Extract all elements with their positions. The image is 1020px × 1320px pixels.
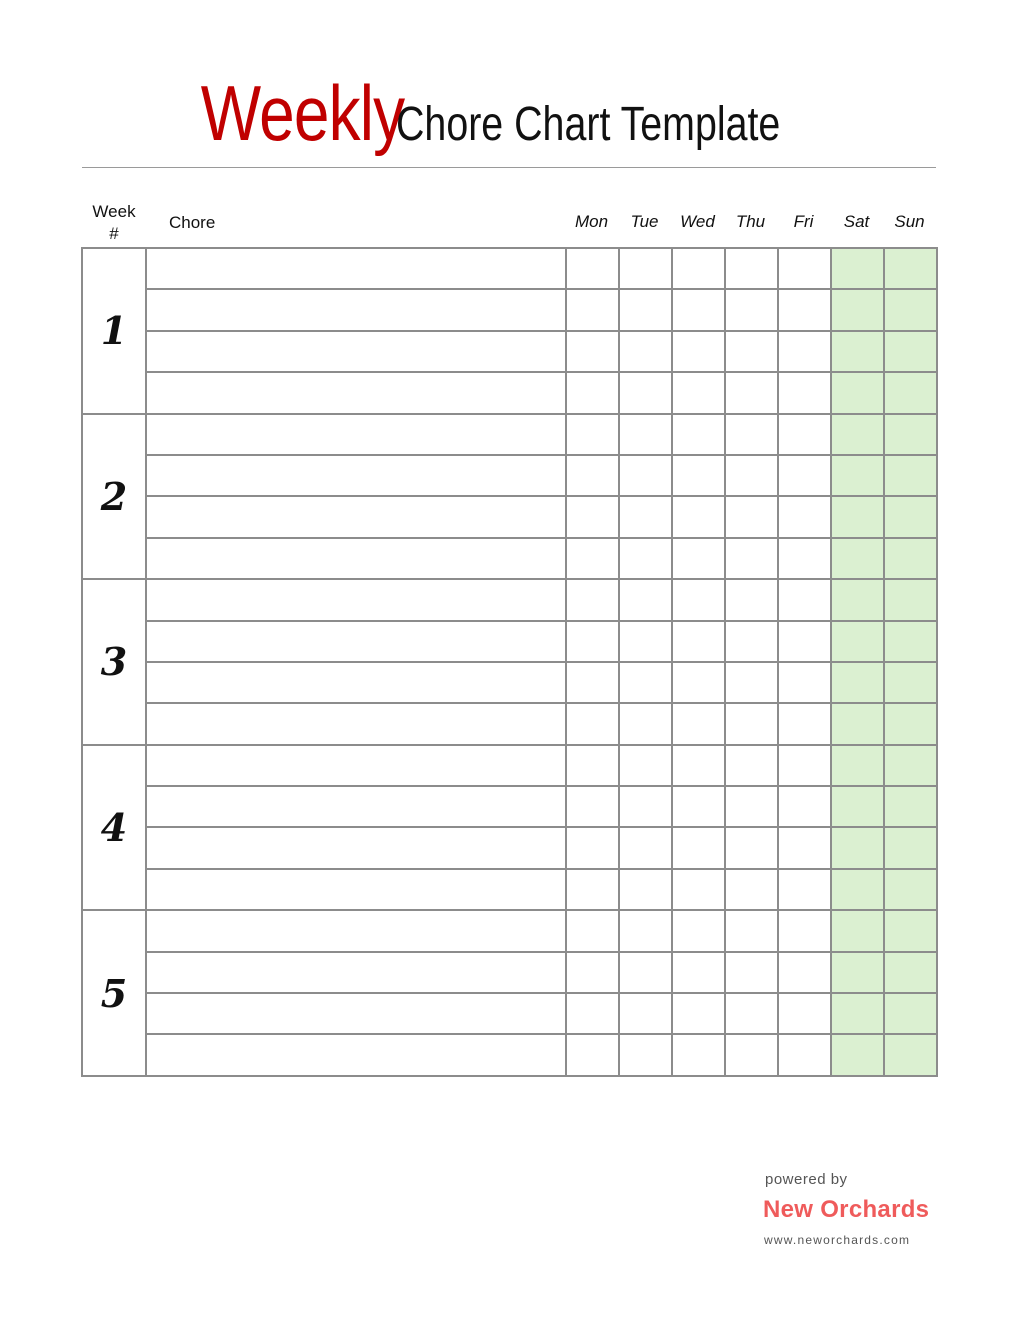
week-number-cell: 1 <box>82 248 146 414</box>
day-check-cell-fri[interactable] <box>778 786 831 827</box>
day-check-cell-mon[interactable] <box>566 289 619 330</box>
day-check-cell-tue[interactable] <box>619 496 672 537</box>
week-number-cell: 4 <box>82 745 146 911</box>
day-check-cell-fri[interactable] <box>778 745 831 786</box>
day-check-cell-thu[interactable] <box>725 289 778 330</box>
day-check-cell-tue[interactable] <box>619 455 672 496</box>
day-check-cell-sat[interactable] <box>831 786 884 827</box>
day-check-cell-tue[interactable] <box>619 248 672 289</box>
day-check-cell-tue[interactable] <box>619 414 672 455</box>
day-check-cell-thu[interactable] <box>725 786 778 827</box>
title-rest: Chore Chart Template <box>395 98 781 151</box>
day-check-cell-fri[interactable] <box>778 827 831 868</box>
day-header-tue: Tue <box>630 212 659 231</box>
brand-logo: New Orchards <box>763 1196 930 1223</box>
day-check-cell-fri[interactable] <box>778 621 831 662</box>
chore-entry-cell[interactable] <box>146 869 566 910</box>
chore-entry-cell[interactable] <box>146 372 566 413</box>
day-check-cell-tue[interactable] <box>619 869 672 910</box>
day-check-cell-sat[interactable] <box>831 621 884 662</box>
day-check-cell-sat[interactable] <box>831 248 884 289</box>
day-check-cell-sat[interactable] <box>831 703 884 744</box>
day-check-cell-mon[interactable] <box>566 538 619 579</box>
day-check-cell-sun[interactable] <box>884 786 937 827</box>
day-check-cell-sat[interactable] <box>831 993 884 1034</box>
day-check-cell-wed[interactable] <box>672 455 725 496</box>
day-check-cell-sun[interactable] <box>884 496 937 537</box>
day-check-cell-fri[interactable] <box>778 910 831 951</box>
day-check-cell-thu[interactable] <box>725 703 778 744</box>
chore-row <box>82 703 937 744</box>
day-check-cell-thu[interactable] <box>725 952 778 993</box>
chore-entry-cell[interactable] <box>146 248 566 289</box>
day-check-cell-mon[interactable] <box>566 455 619 496</box>
powered-by-text: powered by <box>765 1171 848 1188</box>
day-check-cell-wed[interactable] <box>672 952 725 993</box>
day-check-cell-sat[interactable] <box>831 662 884 703</box>
day-check-cell-thu[interactable] <box>725 538 778 579</box>
day-check-cell-wed[interactable] <box>672 372 725 413</box>
chore-entry-cell[interactable] <box>146 414 566 455</box>
chore-row <box>82 579 937 620</box>
day-check-cell-sat[interactable] <box>831 745 884 786</box>
day-check-cell-mon[interactable] <box>566 621 619 662</box>
day-check-cell-wed[interactable] <box>672 248 725 289</box>
chore-row <box>82 869 937 910</box>
day-check-cell-sun[interactable] <box>884 662 937 703</box>
day-check-cell-mon[interactable] <box>566 331 619 372</box>
day-check-cell-fri[interactable] <box>778 496 831 537</box>
day-check-cell-wed[interactable] <box>672 538 725 579</box>
day-check-cell-thu[interactable] <box>725 745 778 786</box>
day-check-cell-mon[interactable] <box>566 496 619 537</box>
day-check-cell-fri[interactable] <box>778 952 831 993</box>
day-check-cell-thu[interactable] <box>725 662 778 703</box>
day-check-cell-thu[interactable] <box>725 248 778 289</box>
day-check-cell-sun[interactable] <box>884 952 937 993</box>
day-check-cell-sun[interactable] <box>884 372 937 413</box>
day-check-cell-thu[interactable] <box>725 1034 778 1075</box>
day-check-cell-wed[interactable] <box>672 621 725 662</box>
chore-row <box>82 993 937 1034</box>
chore-entry-cell[interactable] <box>146 621 566 662</box>
day-check-cell-tue[interactable] <box>619 993 672 1034</box>
day-check-cell-sat[interactable] <box>831 952 884 993</box>
chore-entry-cell[interactable] <box>146 579 566 620</box>
week-header-label: Week <box>92 202 136 221</box>
chore-row <box>82 331 937 372</box>
day-check-cell-sun[interactable] <box>884 703 937 744</box>
day-check-cell-sat[interactable] <box>831 496 884 537</box>
day-check-cell-mon[interactable] <box>566 952 619 993</box>
day-check-cell-wed[interactable] <box>672 745 725 786</box>
chore-entry-cell[interactable] <box>146 827 566 868</box>
day-check-cell-sat[interactable] <box>831 372 884 413</box>
day-check-cell-thu[interactable] <box>725 910 778 951</box>
week-header-symbol: # <box>109 224 119 243</box>
day-check-cell-tue[interactable] <box>619 827 672 868</box>
day-check-cell-sun[interactable] <box>884 869 937 910</box>
day-check-cell-thu[interactable] <box>725 621 778 662</box>
day-check-cell-wed[interactable] <box>672 331 725 372</box>
week-number-cell: 5 <box>82 910 146 1076</box>
day-check-cell-fri[interactable] <box>778 993 831 1034</box>
day-check-cell-fri[interactable] <box>778 869 831 910</box>
day-check-cell-sun[interactable] <box>884 414 937 455</box>
day-check-cell-mon[interactable] <box>566 993 619 1034</box>
day-check-cell-tue[interactable] <box>619 1034 672 1075</box>
day-header-sat: Sat <box>843 212 870 231</box>
day-header-thu: Thu <box>735 212 766 231</box>
day-check-cell-fri[interactable] <box>778 538 831 579</box>
page-title <box>0 68 1020 159</box>
day-check-cell-wed[interactable] <box>672 579 725 620</box>
day-check-cell-tue[interactable] <box>619 662 672 703</box>
chore-row <box>82 372 937 413</box>
day-check-cell-thu[interactable] <box>725 455 778 496</box>
day-header-mon: Mon <box>574 212 609 231</box>
day-check-cell-fri[interactable] <box>778 579 831 620</box>
chore-entry-cell[interactable] <box>146 786 566 827</box>
chore-entry-cell[interactable] <box>146 496 566 537</box>
day-check-cell-tue[interactable] <box>619 289 672 330</box>
day-check-cell-tue[interactable] <box>619 331 672 372</box>
chore-entry-cell[interactable] <box>146 1034 566 1075</box>
day-check-cell-sun[interactable] <box>884 331 937 372</box>
day-check-cell-wed[interactable] <box>672 414 725 455</box>
day-check-cell-sun[interactable] <box>884 289 937 330</box>
chore-entry-cell[interactable] <box>146 331 566 372</box>
week-number-cell: 3 <box>82 579 146 745</box>
day-check-cell-sat[interactable] <box>831 289 884 330</box>
day-header-fri: Fri <box>793 212 814 231</box>
chore-row <box>82 496 937 537</box>
chore-entry-cell[interactable] <box>146 289 566 330</box>
day-check-cell-sat[interactable] <box>831 331 884 372</box>
chore-row <box>82 538 937 579</box>
chore-row <box>82 910 937 951</box>
chore-row <box>82 1034 937 1075</box>
day-check-cell-fri[interactable] <box>778 414 831 455</box>
day-check-cell-wed[interactable] <box>672 910 725 951</box>
chore-entry-cell[interactable] <box>146 455 566 496</box>
day-check-cell-mon[interactable] <box>566 662 619 703</box>
day-check-cell-thu[interactable] <box>725 869 778 910</box>
chore-row <box>82 621 937 662</box>
day-check-cell-wed[interactable] <box>672 289 725 330</box>
day-check-cell-tue[interactable] <box>619 621 672 662</box>
day-check-cell-tue[interactable] <box>619 952 672 993</box>
day-check-cell-tue[interactable] <box>619 703 672 744</box>
day-check-cell-thu[interactable] <box>725 331 778 372</box>
day-check-cell-wed[interactable] <box>672 869 725 910</box>
day-check-cell-sat[interactable] <box>831 538 884 579</box>
day-check-cell-sun[interactable] <box>884 248 937 289</box>
day-check-cell-wed[interactable] <box>672 662 725 703</box>
day-check-cell-mon[interactable] <box>566 579 619 620</box>
day-check-cell-mon[interactable] <box>566 1034 619 1075</box>
chore-row <box>82 248 937 289</box>
day-check-cell-fri[interactable] <box>778 455 831 496</box>
day-check-cell-mon[interactable] <box>566 745 619 786</box>
chore-row <box>82 662 937 703</box>
day-check-cell-wed[interactable] <box>672 496 725 537</box>
day-check-cell-wed[interactable] <box>672 703 725 744</box>
chore-row <box>82 455 937 496</box>
chore-entry-cell[interactable] <box>146 952 566 993</box>
day-check-cell-wed[interactable] <box>672 827 725 868</box>
day-check-cell-sun[interactable] <box>884 579 937 620</box>
day-check-cell-thu[interactable] <box>725 827 778 868</box>
day-check-cell-mon[interactable] <box>566 414 619 455</box>
day-check-cell-wed[interactable] <box>672 1034 725 1075</box>
day-check-cell-mon[interactable] <box>566 910 619 951</box>
chore-row <box>82 289 937 330</box>
day-check-cell-fri[interactable] <box>778 1034 831 1075</box>
week-number-cell: 2 <box>82 414 146 580</box>
week-column-header <box>86 201 142 245</box>
day-check-cell-thu[interactable] <box>725 496 778 537</box>
day-check-cell-thu[interactable] <box>725 579 778 620</box>
day-check-cell-sun[interactable] <box>884 621 937 662</box>
day-check-cell-sun[interactable] <box>884 1034 937 1075</box>
day-check-cell-fri[interactable] <box>778 372 831 413</box>
day-check-cell-tue[interactable] <box>619 372 672 413</box>
day-check-cell-tue[interactable] <box>619 538 672 579</box>
day-check-cell-mon[interactable] <box>566 869 619 910</box>
brand-url: www.neworchards.com <box>764 1233 911 1247</box>
chore-entry-cell[interactable] <box>146 703 566 744</box>
chore-row <box>82 786 937 827</box>
day-check-cell-sun[interactable] <box>884 538 937 579</box>
chore-row <box>82 827 937 868</box>
chore-entry-cell[interactable] <box>146 662 566 703</box>
day-check-cell-mon[interactable] <box>566 372 619 413</box>
day-check-cell-sat[interactable] <box>831 1034 884 1075</box>
chore-entry-cell[interactable] <box>146 910 566 951</box>
day-check-cell-tue[interactable] <box>619 786 672 827</box>
day-check-cell-sun[interactable] <box>884 745 937 786</box>
day-check-cell-fri[interactable] <box>778 289 831 330</box>
day-check-cell-thu[interactable] <box>725 993 778 1034</box>
chore-row <box>82 952 937 993</box>
chore-column-header: Chore <box>169 213 216 232</box>
day-check-cell-thu[interactable] <box>725 414 778 455</box>
day-check-cell-tue[interactable] <box>619 745 672 786</box>
title-weekly: Weekly <box>200 69 404 157</box>
day-check-cell-sat[interactable] <box>831 910 884 951</box>
day-check-cell-mon[interactable] <box>566 786 619 827</box>
day-check-cell-mon[interactable] <box>566 827 619 868</box>
chore-entry-cell[interactable] <box>146 745 566 786</box>
day-header-wed: Wed <box>680 212 715 231</box>
day-check-cell-wed[interactable] <box>672 993 725 1034</box>
day-check-cell-thu[interactable] <box>725 372 778 413</box>
chore-entry-cell[interactable] <box>146 538 566 579</box>
chore-grid <box>81 247 938 1077</box>
day-check-cell-tue[interactable] <box>619 910 672 951</box>
day-check-cell-fri[interactable] <box>778 331 831 372</box>
day-check-cell-mon[interactable] <box>566 248 619 289</box>
day-check-cell-sat[interactable] <box>831 869 884 910</box>
day-header-sun: Sun <box>894 212 925 231</box>
day-check-cell-fri[interactable] <box>778 662 831 703</box>
chore-grid-body <box>82 248 937 1076</box>
day-check-cell-tue[interactable] <box>619 579 672 620</box>
chore-row <box>82 745 937 786</box>
day-check-cell-fri[interactable] <box>778 248 831 289</box>
day-check-cell-sat[interactable] <box>831 579 884 620</box>
chore-entry-cell[interactable] <box>146 993 566 1034</box>
day-check-cell-sat[interactable] <box>831 827 884 868</box>
day-check-cell-sun[interactable] <box>884 910 937 951</box>
day-check-cell-sat[interactable] <box>831 455 884 496</box>
chore-row <box>82 414 937 455</box>
day-check-cell-sat[interactable] <box>831 414 884 455</box>
day-check-cell-sun[interactable] <box>884 827 937 868</box>
day-check-cell-sun[interactable] <box>884 993 937 1034</box>
day-check-cell-wed[interactable] <box>672 786 725 827</box>
day-check-cell-sun[interactable] <box>884 455 937 496</box>
day-check-cell-mon[interactable] <box>566 703 619 744</box>
day-check-cell-fri[interactable] <box>778 703 831 744</box>
title-divider <box>82 167 936 168</box>
